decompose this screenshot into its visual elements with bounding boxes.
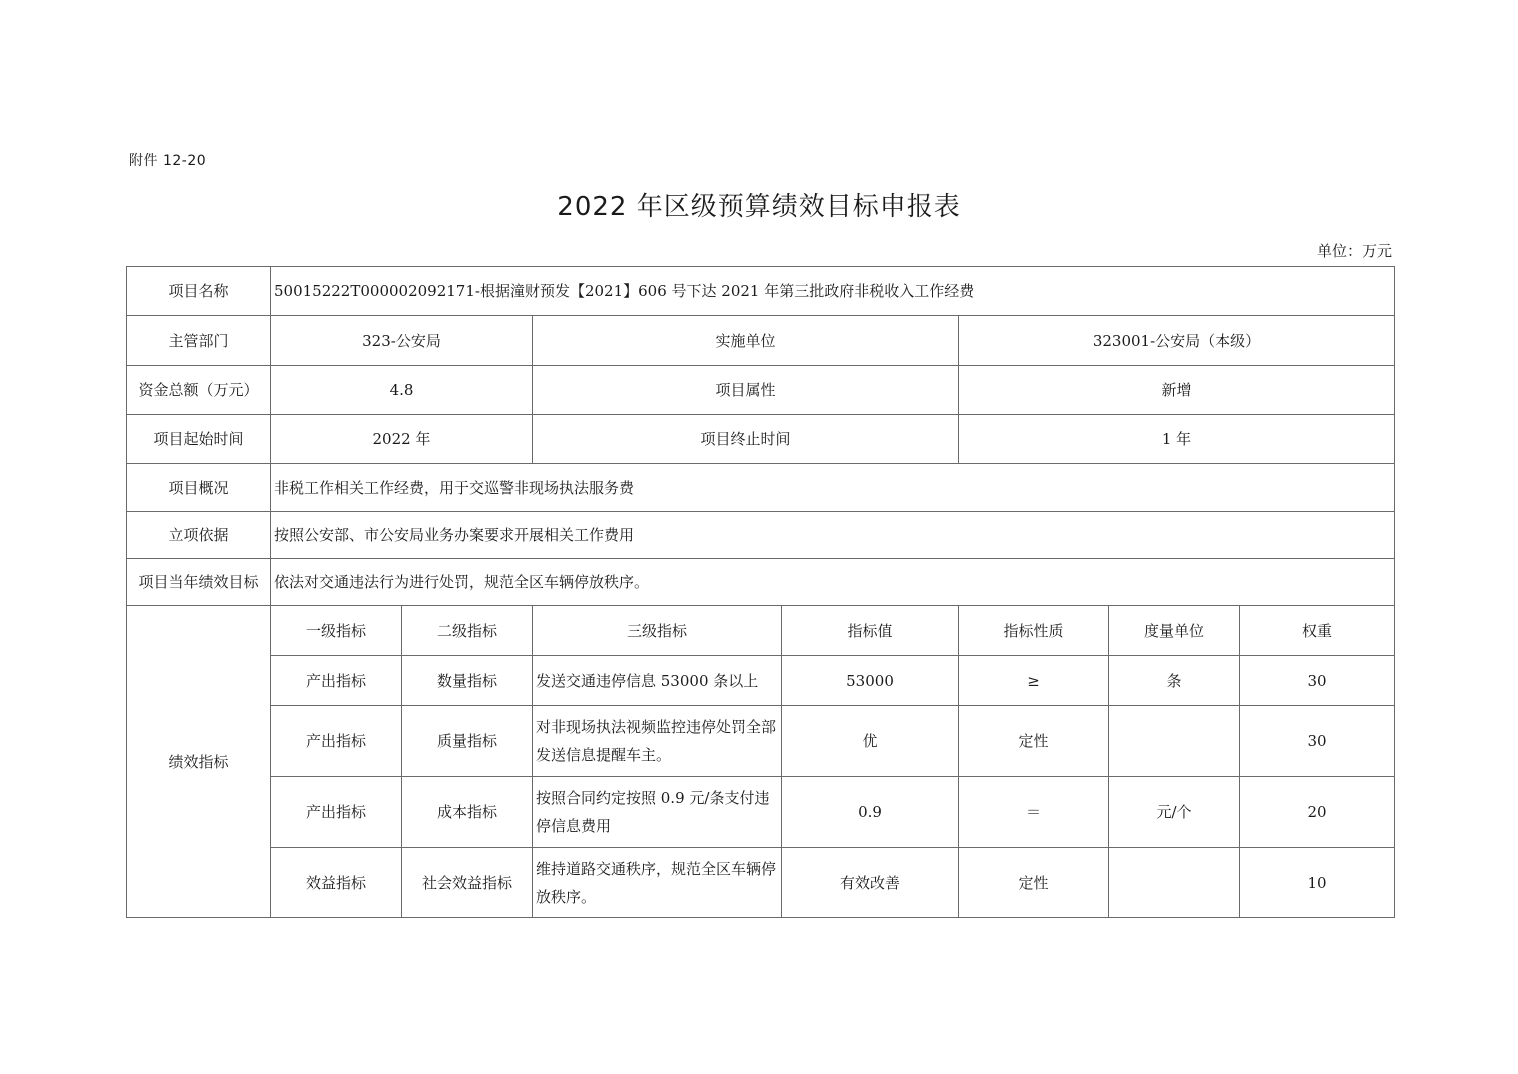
indicator-row	[127, 706, 1395, 777]
header-value: 指标值	[782, 606, 959, 656]
indicator-level2: 质量指标	[402, 706, 533, 777]
indicator-level1: 效益指标	[271, 848, 402, 918]
indicator-level1: 产出指标	[271, 706, 402, 777]
unit-label: 单位：万元	[1316, 242, 1392, 260]
indicator-level3: 发送交通违停信息 53000 条以上	[533, 656, 782, 706]
indicator-level3: 维持道路交通秩序，规范全区车辆停放秩序。	[533, 848, 782, 918]
header-level3: 三级指标	[533, 606, 782, 656]
indicators-section-label: 绩效指标	[127, 606, 271, 918]
fund-value: 4.8	[271, 366, 533, 415]
indicator-level2: 成本指标	[402, 777, 533, 848]
indicator-level2: 社会效益指标	[402, 848, 533, 918]
overview-value: 非税工作相关工作经费，用于交巡警非现场执法服务费	[271, 464, 1395, 512]
fund-label: 资金总额（万元）	[127, 366, 271, 415]
goal-value: 依法对交通违法行为进行处罚，规范全区车辆停放秩序。	[271, 559, 1395, 606]
indicator-nature: 定性	[959, 706, 1109, 777]
indicator-weight: 30	[1240, 706, 1395, 777]
dept-label: 主管部门	[127, 316, 271, 366]
performance-target-table	[126, 266, 1395, 918]
header-level2: 二级指标	[402, 606, 533, 656]
header-unit: 度量单位	[1109, 606, 1240, 656]
indicator-level2: 数量指标	[402, 656, 533, 706]
goal-label: 项目当年绩效目标	[127, 559, 271, 606]
row-time	[127, 415, 1395, 464]
indicator-value: 53000	[782, 656, 959, 706]
page-title: 2022 年区级预算绩效目标申报表	[557, 192, 961, 222]
indicator-level1: 产出指标	[271, 656, 402, 706]
indicator-unit: 条	[1109, 656, 1240, 706]
indicator-level3: 按照合同约定按照 0.9 元/条支付违停信息费用	[533, 777, 782, 848]
start-label: 项目起始时间	[127, 415, 271, 464]
indicator-nature: ＝	[959, 777, 1109, 848]
project-name-value: 50015222T000002092171-根据潼财预发【2021】606 号下达 2021 年第三批政府非税收入工作经费	[271, 267, 1395, 316]
end-value: 1 年	[959, 415, 1395, 464]
header-level1: 一级指标	[271, 606, 402, 656]
attr-label: 项目属性	[533, 366, 959, 415]
indicator-weight: 30	[1240, 656, 1395, 706]
indicator-value: 0.9	[782, 777, 959, 848]
indicator-unit: 元/个	[1109, 777, 1240, 848]
indicator-row	[127, 656, 1395, 706]
indicator-value: 有效改善	[782, 848, 959, 918]
indicator-row	[127, 777, 1395, 848]
indicator-level1: 产出指标	[271, 777, 402, 848]
project-name-label: 项目名称	[127, 267, 271, 316]
row-goal	[127, 559, 1395, 606]
row-fund	[127, 366, 1395, 415]
indicator-nature: ≥	[959, 656, 1109, 706]
indicator-unit	[1109, 848, 1240, 918]
start-value: 2022 年	[271, 415, 533, 464]
impl-label: 实施单位	[533, 316, 959, 366]
attr-value: 新增	[959, 366, 1395, 415]
end-label: 项目终止时间	[533, 415, 959, 464]
indicator-header-row	[127, 606, 1395, 656]
impl-value: 323001-公安局（本级）	[959, 316, 1395, 366]
indicator-value: 优	[782, 706, 959, 777]
attachment-number: 附件 12-20	[129, 153, 207, 169]
row-overview	[127, 464, 1395, 512]
indicator-nature: 定性	[959, 848, 1109, 918]
header-nature: 指标性质	[959, 606, 1109, 656]
row-basis	[127, 512, 1395, 559]
basis-label: 立项依据	[127, 512, 271, 559]
overview-label: 项目概况	[127, 464, 271, 512]
indicator-level3: 对非现场执法视频监控违停处罚全部发送信息提醒车主。	[533, 706, 782, 777]
header-weight: 权重	[1240, 606, 1395, 656]
indicator-row	[127, 848, 1395, 918]
row-project-name	[127, 267, 1395, 316]
indicator-unit	[1109, 706, 1240, 777]
indicator-weight: 10	[1240, 848, 1395, 918]
basis-value: 按照公安部、市公安局业务办案要求开展相关工作费用	[271, 512, 1395, 559]
row-department	[127, 316, 1395, 366]
dept-value: 323-公安局	[271, 316, 533, 366]
indicator-weight: 20	[1240, 777, 1395, 848]
